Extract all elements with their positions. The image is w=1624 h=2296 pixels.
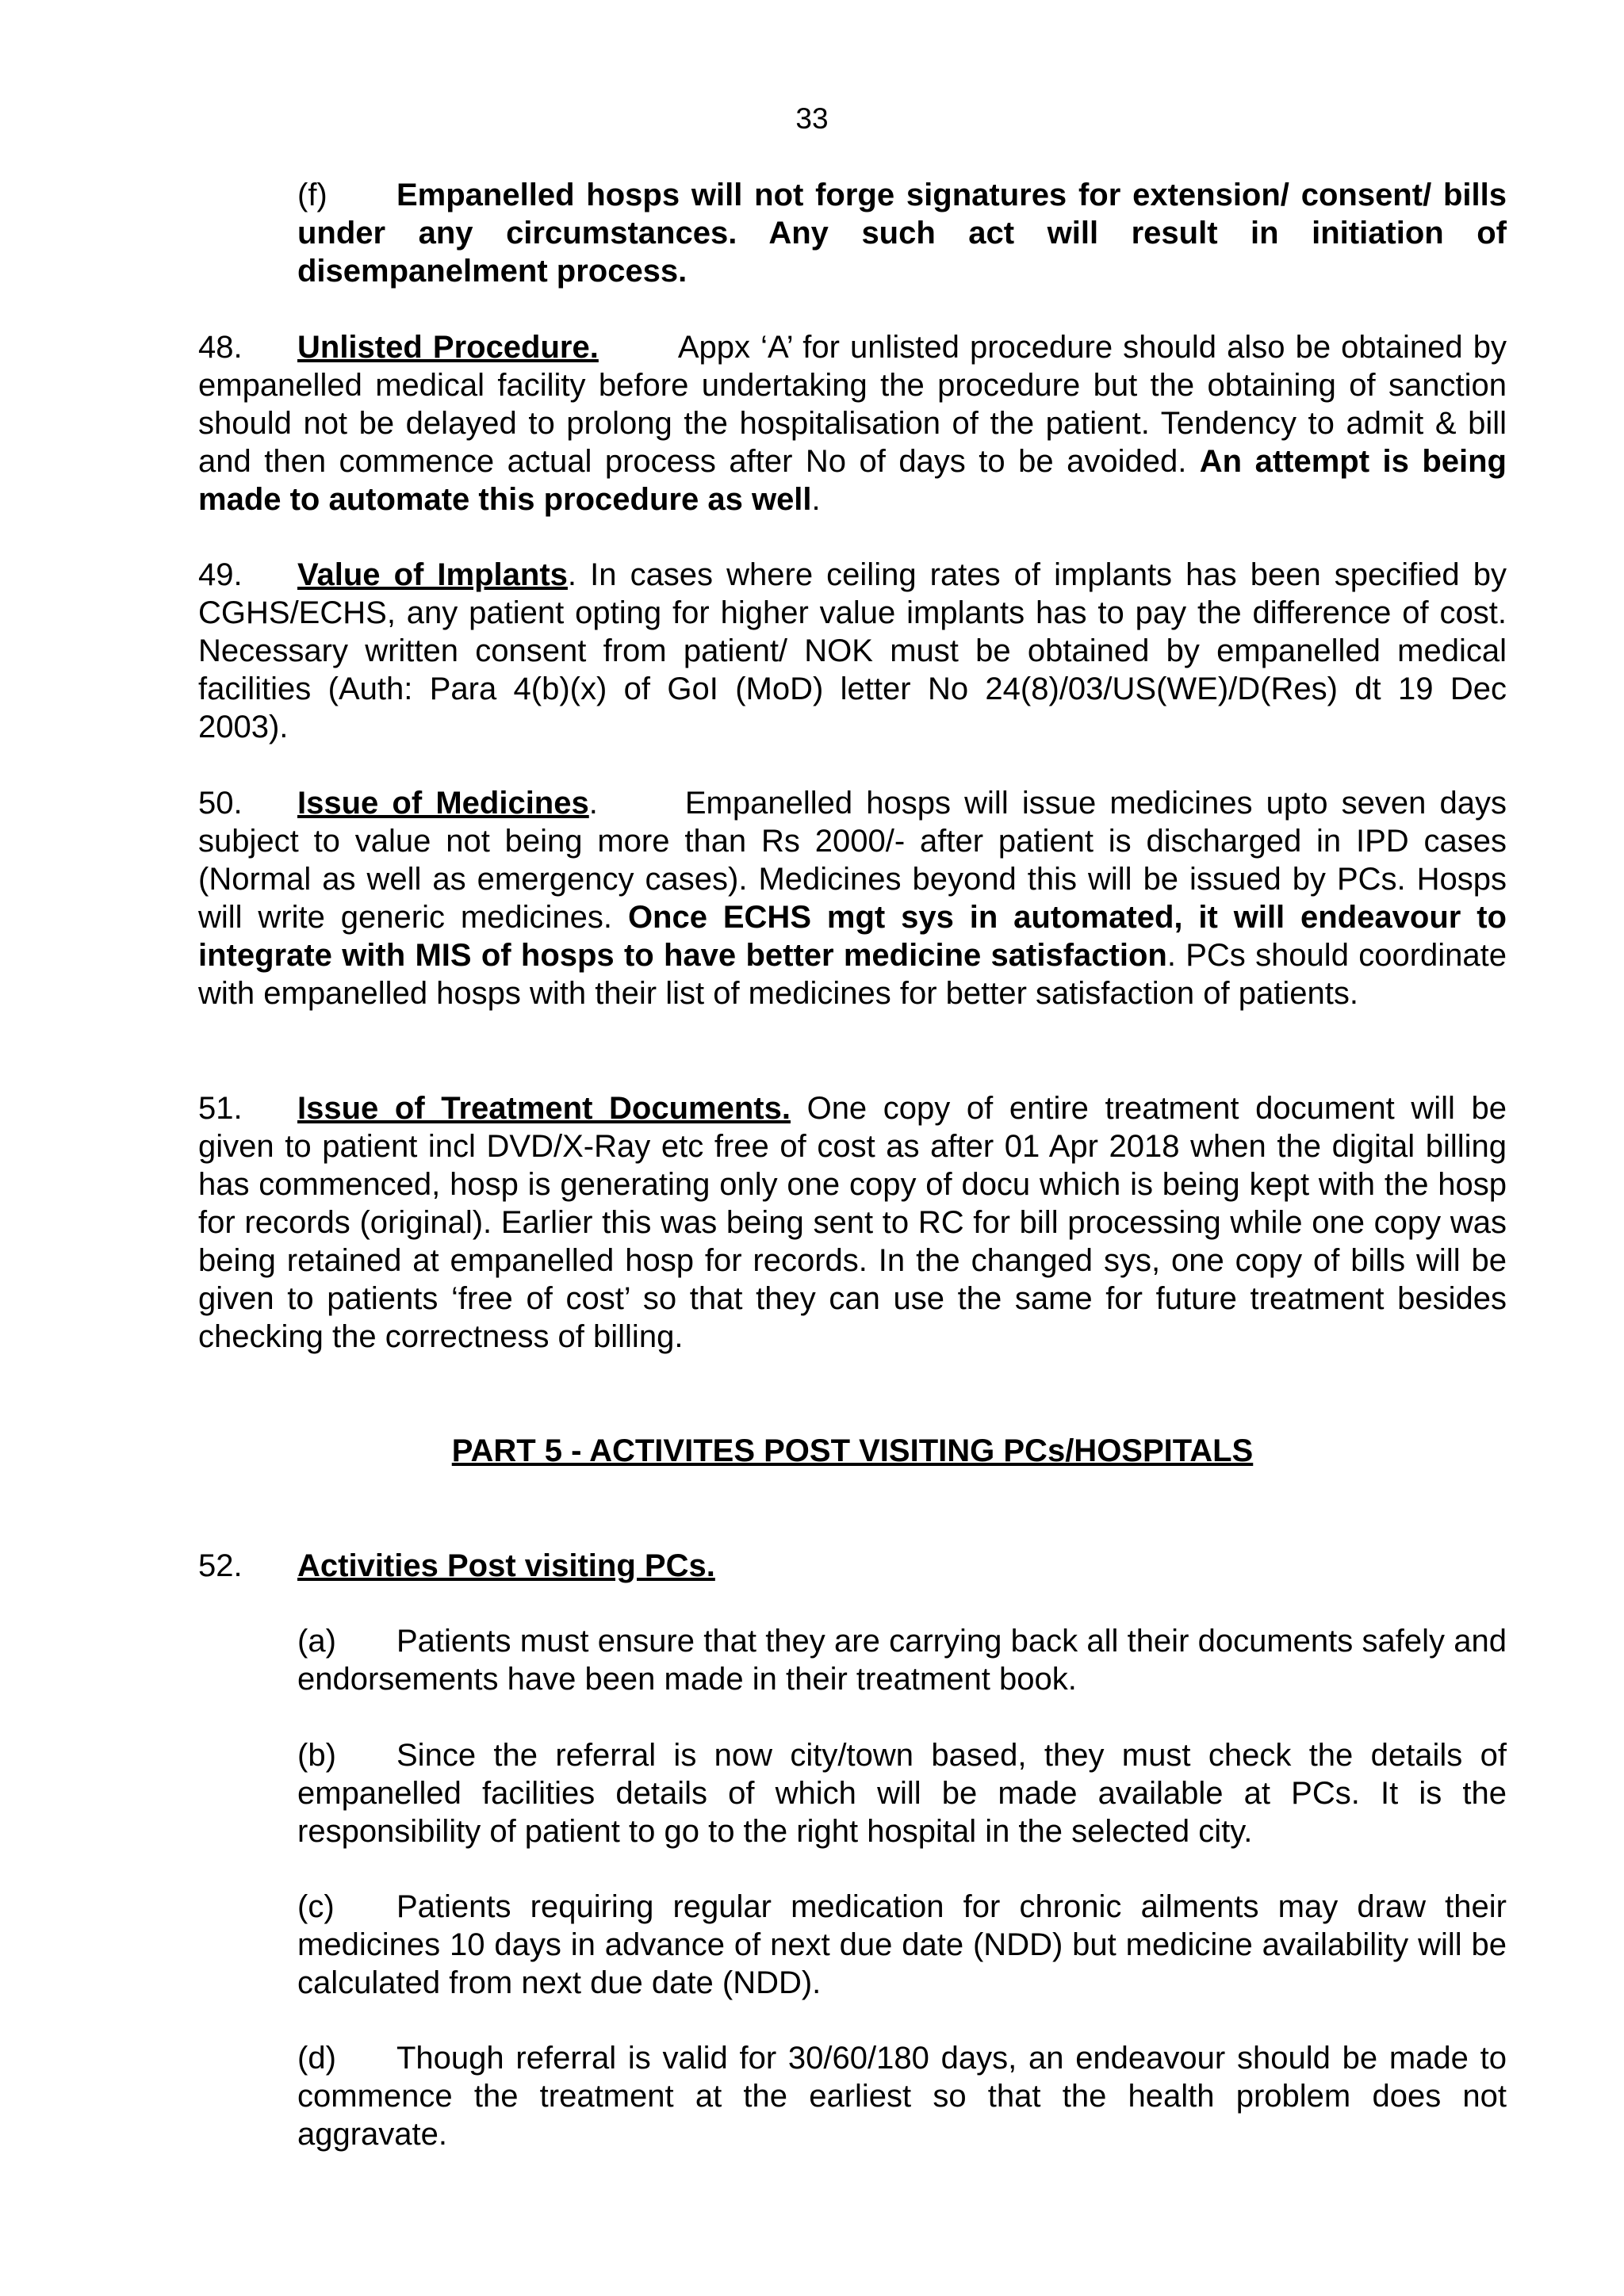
paragraph-bold-text: Once ECHS mgt sys in automated, it will endeavour to integrate with MIS of hosps to have better medicine satisfaction — [198, 900, 1507, 973]
sub-paragraph-f — [297, 176, 1507, 290]
paragraph-number: 50. — [198, 786, 243, 821]
sub-paragraph-text: Patients must ensure that they are carrying back all their documents safely and endorsements have been made in their treatment book. — [297, 1624, 1507, 1697]
sub-paragraph-label: (a) — [297, 1624, 336, 1659]
sub-paragraph-label: (f) — [297, 178, 327, 212]
paragraph-text: . In cases where ceiling rates of implants has been specified by CGHS/ECHS, any patient opting for higher value implants has to pay the difference of cost. Necessary written consent from patient/ NOK must be obtained by empanelled medical facilities (Auth: Para 4(b)(x) of GoI (MoD) letter No 24(8)/03/US(WE)/D(Res) dt 19 Dec 2003). — [198, 557, 1507, 744]
paragraph-end: . — [811, 482, 821, 517]
sub-paragraph-text: Patients requiring regular medication for chronic ailments may draw their medicines 10 days in advance of next due date (NDD) but medicine availability will be calculated from next due date (NDD). — [297, 1889, 1507, 2000]
paragraph-number: 48. — [198, 330, 243, 365]
paragraph-51 — [198, 1089, 1507, 1356]
sub-paragraph-d — [297, 2039, 1507, 2153]
sub-paragraph-c — [297, 1888, 1507, 2002]
paragraph-title-end: . — [588, 786, 598, 821]
paragraph-title: Activities Post visiting PCs. — [297, 1548, 715, 1583]
paragraph-number: 49. — [198, 557, 243, 592]
paragraph-title: Unlisted Procedure. — [297, 330, 599, 365]
paragraph-50 — [198, 784, 1507, 1012]
paragraph-text-2: . PCs should coordinate with empanelled hosps with their list of medicines for better satisfaction of patients. — [198, 938, 1507, 1011]
part-5-heading: PART 5 - ACTIVITES POST VISITING PCs/HOSPITALS — [451, 1433, 1254, 1468]
page-number: 33 — [795, 102, 829, 135]
sub-paragraph-label: (d) — [297, 2041, 336, 2076]
sub-paragraph-text: Since the referral is now city/town based, they must check the details of empanelled facilities details of which will be made available at PCs. It is the responsibility of patient to go to the right hospital in the selected city. — [297, 1738, 1507, 1849]
paragraph-text: Appx ‘A’ for unlisted procedure should also be obtained by empanelled medical facility before undertaking the procedure but the obtaining of sanction should not be delayed to prolong the hospitalisation of the patient. Tendency to admit & bill and then commence actual process after No of days to be avoided. — [198, 330, 1507, 479]
sub-paragraph-label: (b) — [297, 1738, 336, 1773]
paragraph-48 — [198, 328, 1507, 519]
paragraph-number: 52. — [198, 1548, 243, 1583]
sub-paragraph-a — [297, 1622, 1507, 1698]
paragraph-49 — [198, 556, 1507, 746]
paragraph-title: Issue of Medicines — [297, 786, 589, 821]
paragraph-number: 51. — [198, 1091, 243, 1126]
paragraph-title: Issue of Treatment Documents. — [297, 1091, 791, 1126]
paragraph-text: Empanelled hosps will issue medicines upto seven days subject to value not being more than Rs 2000/- after patient is discharged in IPD cases (Normal as well as emergency cases). Medicines beyond this will be issued by PCs. Hosps will write generic medicines. — [198, 786, 1507, 935]
sub-paragraph-text: Though referral is valid for 30/60/180 days, an endeavour should be made to commence the treatment at the earliest so that the health problem does not aggravate. — [297, 2041, 1507, 2152]
paragraph-text: One copy of entire treatment document will be given to patient incl DVD/X-Ray etc free of cost as after 01 Apr 2018 when the digital billing has commenced, hosp is generating only one copy of docu which is being kept with the hosp for records (original). Earlier this was being sent to RC for bill processing while one copy was being retained at empanelled hosp for records. In the changed sys, one copy of bills will be given to patients ‘free of cost’ so that they can use the same for future treatment besides checking the correctness of billing. — [198, 1091, 1507, 1354]
sub-paragraph-text: Empanelled hosps will not forge signatures for extension/ consent/ bills under any circumstances. Any such act will result in initiation of disempanelment process. — [297, 178, 1507, 289]
paragraph-title: Value of Implants — [297, 557, 568, 592]
paragraph-52 — [198, 1547, 1507, 1585]
sub-paragraph-label: (c) — [297, 1889, 335, 1924]
sub-paragraph-b — [297, 1736, 1507, 1850]
paragraph-bold-text: An attempt is being made to automate this procedure as well — [198, 444, 1507, 517]
